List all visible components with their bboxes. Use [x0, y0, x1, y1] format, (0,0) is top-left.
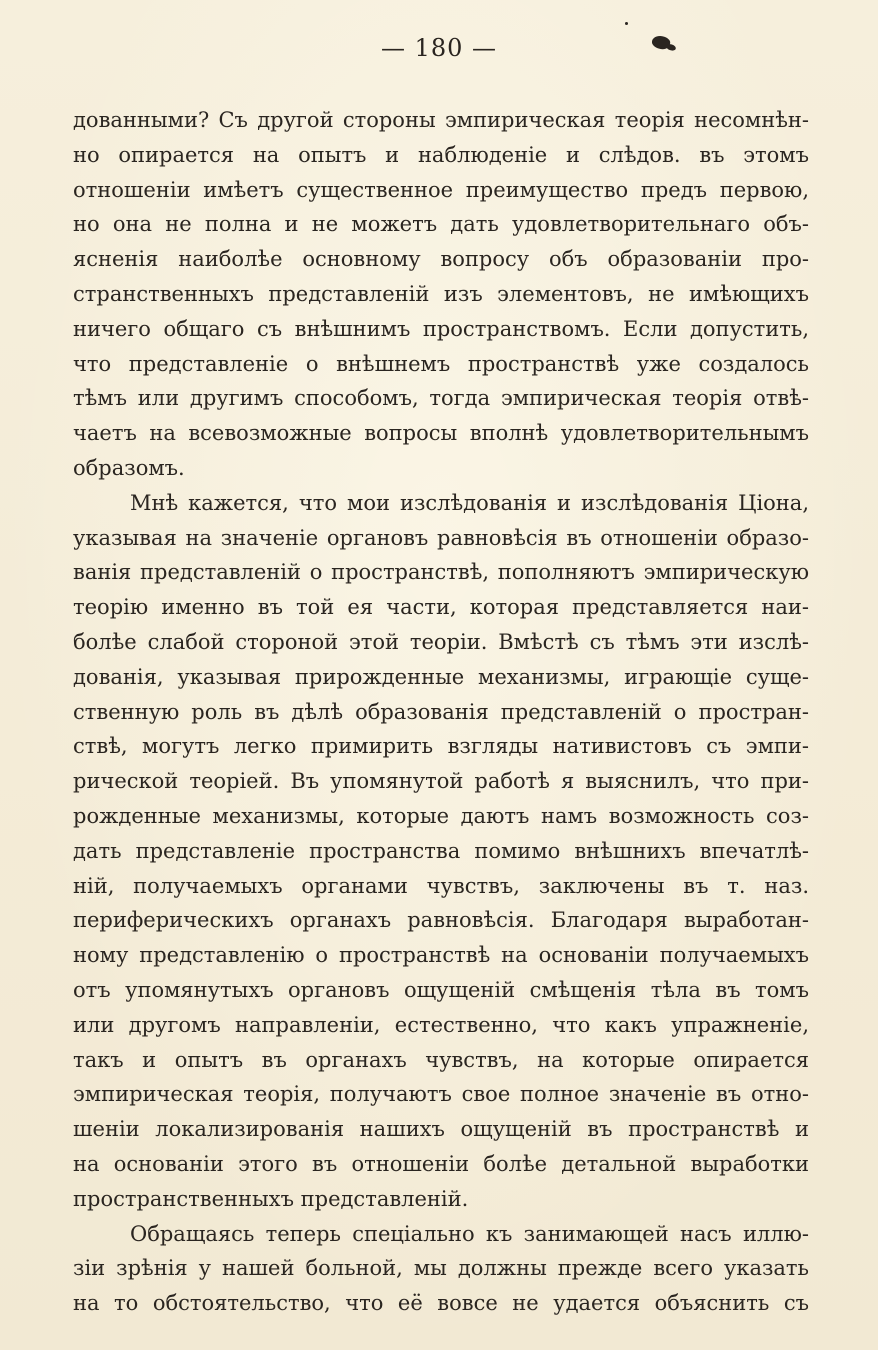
text-line: ясненія наиболѣе основному вопросу объ образованіи про- [73, 247, 809, 272]
text-line: ванія представленій о пространствѣ, пополняютъ эмпирическую [73, 560, 809, 585]
text-line: периферическихъ органахъ равновѣсія. Благодаря выработан- [73, 908, 809, 933]
text-line: странственныхъ представленій изъ элементовъ, не имѣющихъ [73, 281, 809, 306]
text-line: образомъ. [73, 455, 185, 480]
text-line: Мнѣ кажется, что мои изслѣдованія и изслѣдованія Ціона, [130, 490, 809, 515]
ink-speck [625, 22, 628, 25]
text-line: зіи зрѣнія у нашей больной, мы должны прежде всего указать [73, 1256, 809, 1281]
text-line: чаетъ на всевозможные вопросы вполнѣ удовлетворительнымъ [73, 421, 809, 446]
text-line: дать представленіе пространства помимо внѣшнихъ впечатлѣ- [73, 838, 809, 863]
text-line: шеніи локализированія нашихъ ощущеній въ пространствѣ и [73, 1117, 809, 1142]
text-line: на основаніи этого въ отношеніи болѣе детальной выработки [73, 1151, 809, 1176]
text-line: теорію именно въ той ея части, которая представляется наи- [73, 595, 809, 620]
text-line: эмпирическая теорія, получаютъ свое полное значеніе въ отно- [73, 1082, 809, 1107]
text-line: на то обстоятельство, что её вовсе не удается объяснить съ [73, 1291, 809, 1316]
text-line: отношеніи имѣетъ существенное преимущество предъ первою, [73, 177, 809, 202]
text-line: что представленіе о внѣшнемъ пространствѣ уже создалось [73, 351, 809, 376]
text-line: болѣе слабой стороной этой теоріи. Вмѣстѣ съ тѣмъ эти изслѣ- [73, 629, 809, 654]
text-line: дованными? Съ другой стороны эмпирическая теорія несомнѣн- [73, 108, 809, 132]
text-line: дованія, указывая прирожденные механизмы, играющіе суще- [73, 664, 809, 689]
text-line: рожденные механизмы, которые даютъ намъ возможность соз- [73, 803, 809, 828]
body-text [73, 103, 809, 1321]
text-line: отъ упомянутыхъ органовъ ощущеній смѣщенія тѣла въ томъ [73, 977, 809, 1002]
text-line: Обращаясь теперь спеціально къ занимающей насъ иллю- [130, 1221, 809, 1246]
text-line: или другомъ направленіи, естественно, что какъ упражненіе, [73, 1012, 809, 1037]
page-number: — 180 — [380, 34, 498, 62]
text-line: рической теоріей. Въ упомянутой работѣ я выяснилъ, что при- [73, 769, 809, 794]
text-line: указывая на значеніе органовъ равновѣсія въ отношеніи образо- [73, 525, 809, 550]
text-line: но она не полна и не можетъ дать удовлетворительнаго объ- [73, 212, 809, 237]
text-line: пространственныхъ представленій. [73, 1186, 469, 1211]
text-line: ному представленію о пространствѣ на основаніи получаемыхъ [73, 943, 809, 968]
text-line: но опирается на опытъ и наблюденіе и слѣдов. въ этомъ [73, 142, 809, 167]
text-line: тѣмъ или другимъ способомъ, тогда эмпирическая теорія отвѣ- [73, 386, 809, 411]
text-line: ствѣ, могутъ легко примирить взгляды нативистовъ съ эмпи- [73, 734, 809, 759]
text-line: ничего общаго съ внѣшнимъ пространствомъ. Если допустить, [73, 316, 809, 341]
text-line: такъ и опытъ въ органахъ чувствъ, на которые опирается [73, 1047, 809, 1072]
text-line: ственную роль въ дѣлѣ образованія представленій о простран- [73, 699, 809, 724]
text-line: ній, получаемыхъ органами чувствъ, заключены въ т. наз. [73, 873, 809, 898]
